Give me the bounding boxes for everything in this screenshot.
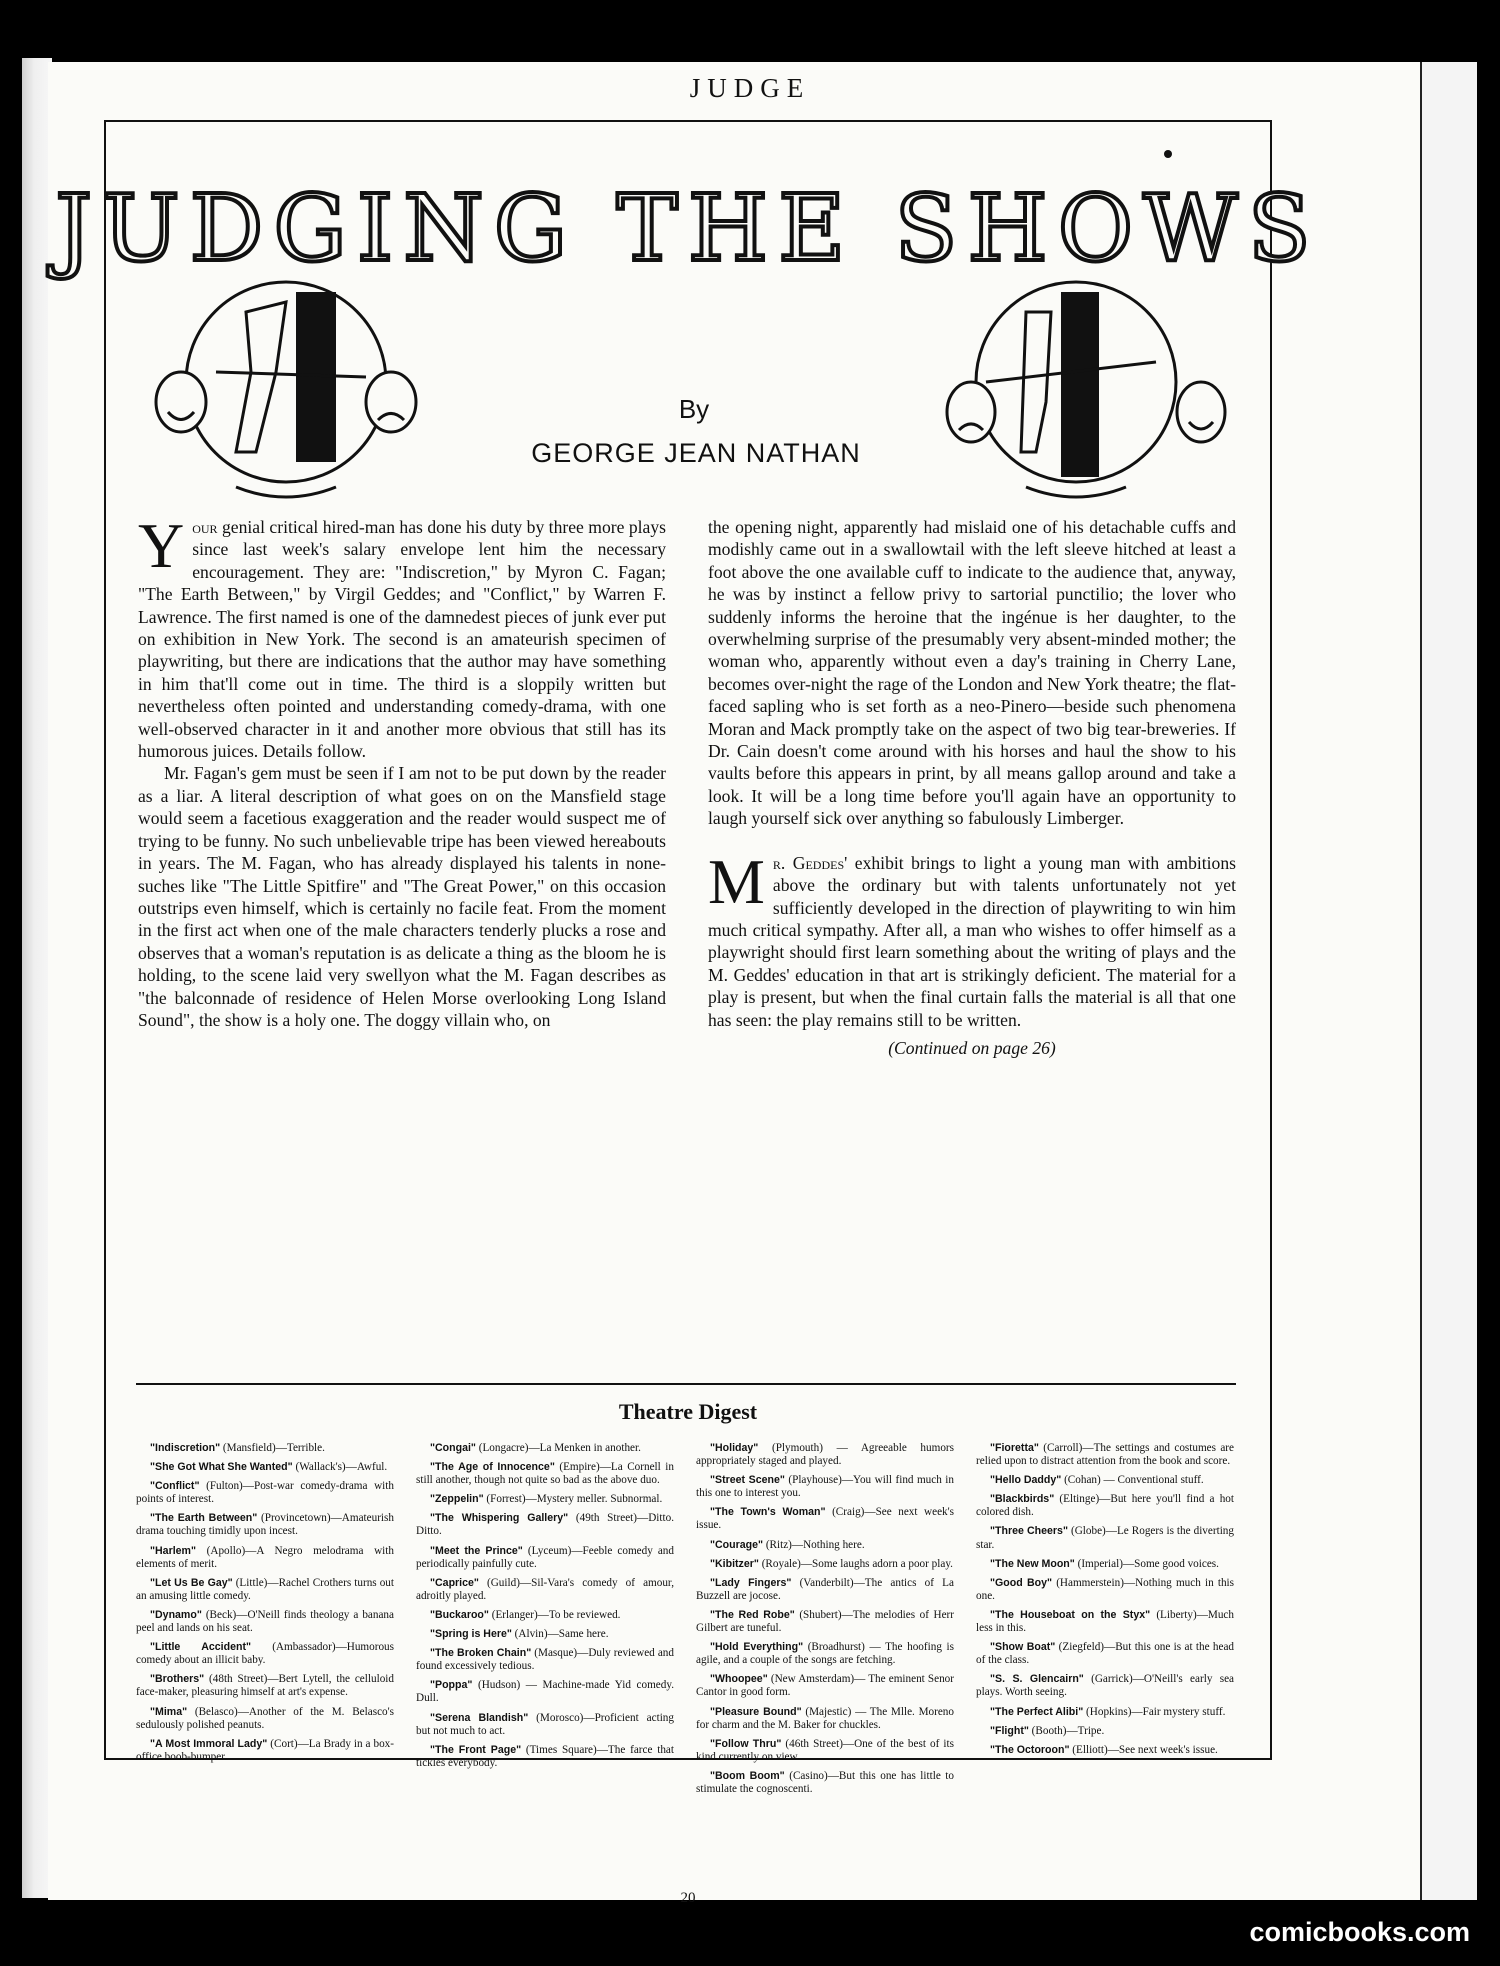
- paragraph-text: exhibit brings to light a young man with ambitions above the ordinary but with talents unfortunately not yet sufficiently developed in the direction of playwriting to win him much critical sympathy. After all, a man who wishes to offer himself as a playwright should first learn something about the writing of plays and the M. Geddes' education in that art is strikingly deficient. The material for a play is present, but when the final curtain falls the material is all that one has seen: the play remains still to be written.: [708, 852, 1236, 1030]
- digest-entry: [696, 1770, 954, 1796]
- digest-entry-title: "Poppa": [430, 1679, 473, 1692]
- digest-entry: [976, 1725, 1234, 1738]
- digest-entry-desc: (Masque)—Duly reviewed and found excessively tedious.: [416, 1647, 674, 1673]
- digest-entry-desc: (Casino)—But this one has little to stimulate the cognoscenti.: [696, 1769, 954, 1795]
- digest-entry: [416, 1545, 674, 1571]
- digest-entry-title: "The Town's Woman": [710, 1506, 826, 1519]
- digest-entry-title: "The Houseboat on the Styx": [990, 1608, 1151, 1621]
- digest-entry-title: "Fioretta": [990, 1442, 1039, 1454]
- digest-entry-desc: (Empire)—La Cornell in still another, though not quite so bad as the above duo.: [416, 1461, 674, 1487]
- digest-entry-desc: (Craig)—See next week's issue.: [696, 1506, 955, 1532]
- title-lettering-text: JUDGING THE SHOWS: [55, 175, 1321, 282]
- digest-entry: [976, 1474, 1234, 1487]
- digest-entry-desc: (Belasco)—Another of the M. Belasco's sedulously polished peanuts.: [136, 1705, 394, 1731]
- digest-entry-desc: (Shubert)—The melodies of Herr Gilbert are tuneful.: [696, 1608, 954, 1635]
- digest-entry-desc: (Mansfield)—Terrible.: [220, 1442, 325, 1454]
- digest-entry: [696, 1706, 954, 1732]
- digest-entry-title: "Follow Thru": [710, 1737, 782, 1750]
- digest-entry: [136, 1706, 394, 1732]
- digest-entry: [136, 1641, 394, 1667]
- digest-entry-title: "Zeppelin": [430, 1493, 484, 1506]
- digest-entry-title: "Harlem": [150, 1544, 196, 1557]
- digest-entry: [416, 1512, 674, 1538]
- digest-entry-title: "Blackbirds": [990, 1493, 1055, 1506]
- digest-entry-title: "Congai": [430, 1442, 476, 1454]
- digest-entry-desc: (Fulton)—Post-war comedy-drama with points of interest.: [136, 1480, 394, 1506]
- drop-cap: M: [708, 845, 765, 917]
- digest-entry: [416, 1712, 674, 1738]
- digest-entry-desc: (Playhouse)—You will find much in this one to interest you.: [696, 1474, 954, 1500]
- digest-entry-desc: (Plymouth) — Agreeable humors appropriately staged and played.: [696, 1442, 954, 1468]
- digest-column: [976, 1442, 1234, 1763]
- digest-entry-title: "The Age of Innocence": [430, 1461, 555, 1474]
- digest-entry-desc: (Cort)—La Brady in a box-office boob-bumper.: [136, 1737, 394, 1763]
- digest-entry-desc: (49th Street)—Ditto. Ditto.: [416, 1512, 674, 1538]
- digest-entry-desc: (Garrick)—O'Neill's early sea plays. Worth seeing.: [976, 1673, 1234, 1699]
- digest-entry-title: "Lady Fingers": [710, 1576, 792, 1589]
- digest-entry-desc: (46th Street)—One of the best of its kind currently on view.: [696, 1737, 954, 1763]
- magazine-title: JUDGE: [689, 73, 811, 103]
- digest-entry: [696, 1539, 954, 1552]
- digest-entry-title: "Good Boy": [990, 1576, 1053, 1589]
- digest-entry: [416, 1577, 674, 1603]
- digest-entry-title: "Whoopee": [710, 1673, 768, 1686]
- digest-entry-desc: (Forrest)—Mystery meller. Subnormal.: [483, 1493, 663, 1506]
- digest-entry-desc: (Booth)—Tripe.: [1028, 1724, 1105, 1737]
- digest-entry-title: "The Earth Between": [150, 1512, 258, 1525]
- article-frame: [55, 120, 1321, 1906]
- article-paragraph: the opening night, apparently had mislaid one of his detachable cuffs and modishly came out in a swallowtail with the left sleeve hitched at least a foot above the one available cuff to indicate to the audience that, anyway, he was by instinct a fellow privy to sartorial punctilio; the lover who suddenly informs the heroine that the ingénue is her daughter, to the overwhelming surprise of the presumably very absent-minded mother; the woman who, apparently without even a day's training in Cherry Lane, becomes over-night the rage of the London and New York theatre; the flat-faced sapling who is set forth as a neo-Pinero—beside such phenomena Moran and Mack promptly take on the aspect of two big tear-breweries. If Dr. Cain doesn't come around with his horses and haul the show to his vaults before this appears in print, by all means gallop around and take a look. It will be a long time before you'll again have an opportunity to laugh yourself sick over anything so fabulously Limberger.: [708, 517, 1236, 829]
- digest-entry: [976, 1673, 1234, 1699]
- digest-entry: [136, 1545, 394, 1571]
- digest-entry-desc: (Globe)—Le Rogers is the diverting star.: [976, 1525, 1234, 1551]
- digest-entry-title: "Dynamo": [150, 1608, 202, 1621]
- digest-entry: [696, 1609, 954, 1635]
- digest-entry-desc: (Morosco)—Proficient acting but not much to act.: [416, 1711, 674, 1737]
- digest-entry-desc: (Erlanger)—To be reviewed.: [488, 1608, 621, 1621]
- digest-entry-title: "Pleasure Bound": [710, 1705, 802, 1718]
- page-number: 20: [680, 1890, 696, 1906]
- digest-entry-title: "Hold Everything": [710, 1641, 804, 1654]
- digest-entry-title: "Boom Boom": [710, 1769, 785, 1782]
- digest-entry-title: "Indiscretion": [150, 1442, 221, 1454]
- digest-entry: [136, 1442, 394, 1455]
- byline-by: By: [678, 394, 710, 424]
- digest-entry-title: "Street Scene": [710, 1474, 785, 1487]
- digest-entry: [976, 1641, 1234, 1667]
- digest-entry-title: "She Got What She Wanted": [150, 1461, 293, 1474]
- digest-entry: [136, 1673, 394, 1699]
- digest-entry-title: "S. S. Glencairn": [990, 1673, 1084, 1686]
- digest-entry: [696, 1506, 954, 1532]
- digest-entry-title: "Buckaroo": [430, 1608, 489, 1621]
- continued-note: (Continued on page 26): [888, 1037, 1056, 1058]
- digest-entry: [416, 1628, 674, 1641]
- digest-entry: [696, 1641, 954, 1667]
- digest-entry: [136, 1512, 394, 1538]
- digest-entry: [976, 1609, 1234, 1635]
- digest-entry-desc: (New Amsterdam)— The eminent Senor Cantor in good form.: [696, 1673, 954, 1699]
- article-paragraph: Mr. Fagan's gem must be seen if I am not to be put down by the reader as a liar. A literal description of what goes on on the Mansfield stage would seem a facetious exaggeration and the reader would suspect me of trying to be funny. No such unbelievable tripe has been viewed hereabouts in years. The M. Fagan, who has already displayed his talents in none-suches like "The Little Spitfire" and "The Great Power," on this occasion outstrips even himself, which is certainly no facile feat. From the moment in the first act when one of the male characters tenderly plucks a rose and observes that a woman's reputation is as delicate a thing as the bloom he is holding, to the scene laid very swellyon what the M. Fagan describes as "the balconnade of residence of Helen Morse overlooking Long Island Sound", the show is a holy one. The doggy villain who, on: [138, 763, 666, 1030]
- digest-entry: [416, 1442, 674, 1455]
- digest-entry-title: "Brothers": [150, 1673, 205, 1686]
- digest-entry-title: "Show Boat": [990, 1641, 1056, 1654]
- digest-column: [136, 1442, 394, 1770]
- digest-entry-title: "Courage": [710, 1538, 764, 1551]
- digest-entry-desc: (Broadhurst) — The hoofing is agile, and a couple of the songs are fetching.: [696, 1641, 954, 1667]
- drop-cap: Y: [138, 510, 185, 581]
- digest-entry-title: "Hello Daddy": [990, 1474, 1062, 1487]
- digest-entry-desc: (Ambassador)—Humorous comedy about an illicit baby.: [136, 1641, 394, 1667]
- digest-entry-desc: (Ritz)—Nothing here.: [763, 1538, 865, 1551]
- digest-entry-desc: (Majestic) — The Mlle. Moreno for charm and the M. Baker for chuckles.: [696, 1705, 954, 1731]
- digest-entry-title: "A Most Immoral Lady": [150, 1737, 268, 1750]
- digest-entry-desc: (Wallack's)—Awful.: [292, 1461, 388, 1474]
- article-column-right: [708, 516, 1236, 1059]
- article-body: [138, 510, 1236, 1376]
- digest-entry-desc: (Alvin)—Same here.: [511, 1628, 609, 1641]
- digest-entry: [696, 1442, 954, 1468]
- digest-entry: [136, 1461, 394, 1474]
- digest-entry: [136, 1480, 394, 1506]
- digest-entry-desc: (Guild)—Sil-Vara's comedy of amour, adroitly played.: [416, 1576, 674, 1602]
- article-paragraph: [138, 510, 666, 762]
- digest-entry-desc: (Apollo)—A Negro melodrama with elements of merit.: [136, 1544, 394, 1570]
- digest-entry-title: "The New Moon": [990, 1557, 1075, 1570]
- digest-entry-desc: (Royale)—Some laughs adorn a poor play.: [758, 1557, 953, 1570]
- digest-entry-desc: (Vanderbilt)—The antics of La Buzzell are jocose.: [696, 1576, 954, 1602]
- digest-entry-title: "Meet the Prince": [430, 1544, 523, 1557]
- digest-entry: [696, 1673, 954, 1699]
- digest-entry-title: "The Red Robe": [710, 1608, 795, 1621]
- digest-entry: [696, 1738, 954, 1764]
- watermark: comicbooks.com: [1249, 1917, 1470, 1947]
- digest-entry: [976, 1493, 1234, 1519]
- digest-entry-desc: (Longacre)—La Menken in another.: [475, 1442, 641, 1454]
- digest-entry-title: "Let Us Be Gay": [150, 1576, 233, 1589]
- digest-entry: [696, 1577, 954, 1603]
- digest-entry-title: "Spring is Here": [430, 1628, 512, 1641]
- digest-entry: [136, 1738, 394, 1764]
- digest-entry-desc: (Elliott)—See next week's issue.: [1069, 1743, 1218, 1756]
- digest-entry: [416, 1744, 674, 1770]
- paragraph-text: genial critical hired-man has done his duty by three more plays since last week's salary envelope lent him the necessary encouragement. They are: "Indiscretion," by Myron C. Fagan; "The Earth Between," by Virgil Geddes; and "Conflict," by Warren F. Lawrence. The first named is one of the damnedest pieces of junk ever put on exhibition in New York. The second is an amateurish specimen of playwriting, but there are indications that the author may have something in him that'll come out in time. The third is a sloppily written but nevertheless often pointed and understanding comedy-drama, with one well-observed character in it and another more obvious that still has its humorous juices. Details follow.: [138, 517, 666, 762]
- digest-entry: [416, 1679, 674, 1705]
- smallcaps-lead: our: [192, 517, 218, 537]
- digest-entry-title: "Flight": [990, 1724, 1029, 1737]
- digest-entry-desc: (Imperial)—Some good voices.: [1074, 1557, 1219, 1570]
- digest-entry-desc: (Hudson) — Machine-made Yid comedy. Dull.: [416, 1679, 674, 1705]
- left-dancer-illustration: [136, 252, 436, 512]
- digest-entry-desc: (Cohan) — Conventional stuff.: [1061, 1474, 1204, 1487]
- digest-entry: [696, 1474, 954, 1500]
- article-paragraph: [708, 845, 1236, 1031]
- digest-title: Theatre Digest: [618, 1399, 758, 1424]
- digest-entry-title: "The Whispering Gallery": [430, 1512, 569, 1525]
- digest-entry-title: "Three Cheers": [990, 1525, 1068, 1538]
- digest-entry: [976, 1577, 1234, 1603]
- smallcaps-lead: r. Geddes': [772, 852, 848, 873]
- digest-entry: [696, 1558, 954, 1571]
- digest-entry: [416, 1609, 674, 1622]
- digest-entry-title: "Little Accident": [150, 1641, 252, 1654]
- digest-entry-desc: (Eltinge)—But here you'll find a hot colored dish.: [976, 1493, 1234, 1519]
- digest-entry-title: "The Front Page": [430, 1743, 522, 1756]
- digest-entry-desc: (Provincetown)—Amateurish drama touching timidly upon incest.: [136, 1512, 394, 1538]
- digest-entry: [416, 1461, 674, 1487]
- digest-entry: [136, 1577, 394, 1603]
- digest-entry-desc: (Little)—Rachel Crothers turns out an amusing little comedy.: [136, 1576, 395, 1602]
- digest-entry-title: "The Broken Chain": [430, 1647, 532, 1660]
- digest-entry-title: "Serena Blandish": [430, 1711, 529, 1724]
- digest-entry-desc: (Hopkins)—Fair mystery stuff.: [1083, 1705, 1226, 1718]
- digest-entry: [976, 1558, 1234, 1571]
- article-column-left: [138, 510, 666, 1031]
- digest-divider: [136, 1383, 1236, 1385]
- digest-entry: [976, 1525, 1234, 1551]
- digest-entry-desc: (Beck)—O'Neill finds theology a banana peel and lands on his seat.: [136, 1608, 394, 1635]
- article-banner: [55, 156, 1321, 556]
- digest-column: [416, 1442, 674, 1776]
- digest-entry-title: "Caprice": [430, 1576, 479, 1589]
- digest-entry-title: "Holiday": [710, 1442, 759, 1454]
- digest-entry-desc: (Carroll)—The settings and costumes are relied upon to distract attention from the book and score.: [976, 1442, 1234, 1468]
- digest-entry: [976, 1706, 1234, 1719]
- author-name: GEORGE JEAN NATHAN: [531, 438, 861, 468]
- right-dancer-illustration: [926, 252, 1246, 512]
- digest-entry-title: "The Octoroon": [990, 1743, 1070, 1756]
- digest-entry: [416, 1647, 674, 1673]
- digest-entry-title: "The Perfect Alibi": [990, 1705, 1084, 1718]
- facing-page-edge: [1420, 62, 1477, 1900]
- digest-entry: [416, 1493, 674, 1506]
- digest-entry: [976, 1744, 1234, 1757]
- digest-entry-desc: (Ziegfeld)—But this one is at the head of the class.: [976, 1641, 1235, 1667]
- digest-entry-desc: (Times Square)—The farce that tickles everybody.: [416, 1743, 674, 1769]
- digest-column: [696, 1442, 954, 1802]
- digest-entry: [136, 1609, 394, 1635]
- digest-entry: [976, 1442, 1234, 1468]
- digest-entry-desc: (48th Street)—Bert Lytell, the celluloid face-maker, pleasuring himself at art's expense.: [136, 1673, 394, 1699]
- digest-entry-title: "Mima": [150, 1705, 188, 1718]
- digest-entry-desc: (Liberty)—Much less in this.: [976, 1608, 1234, 1635]
- digest-entry-title: "Conflict": [150, 1480, 200, 1493]
- digest-entry-desc: (Hammerstein)—Nothing much in this one.: [976, 1576, 1234, 1602]
- digest-entry-desc: (Lyceum)—Feeble comedy and periodically painfully cute.: [416, 1544, 674, 1570]
- digest-entry-title: "Kibitzer": [710, 1557, 759, 1570]
